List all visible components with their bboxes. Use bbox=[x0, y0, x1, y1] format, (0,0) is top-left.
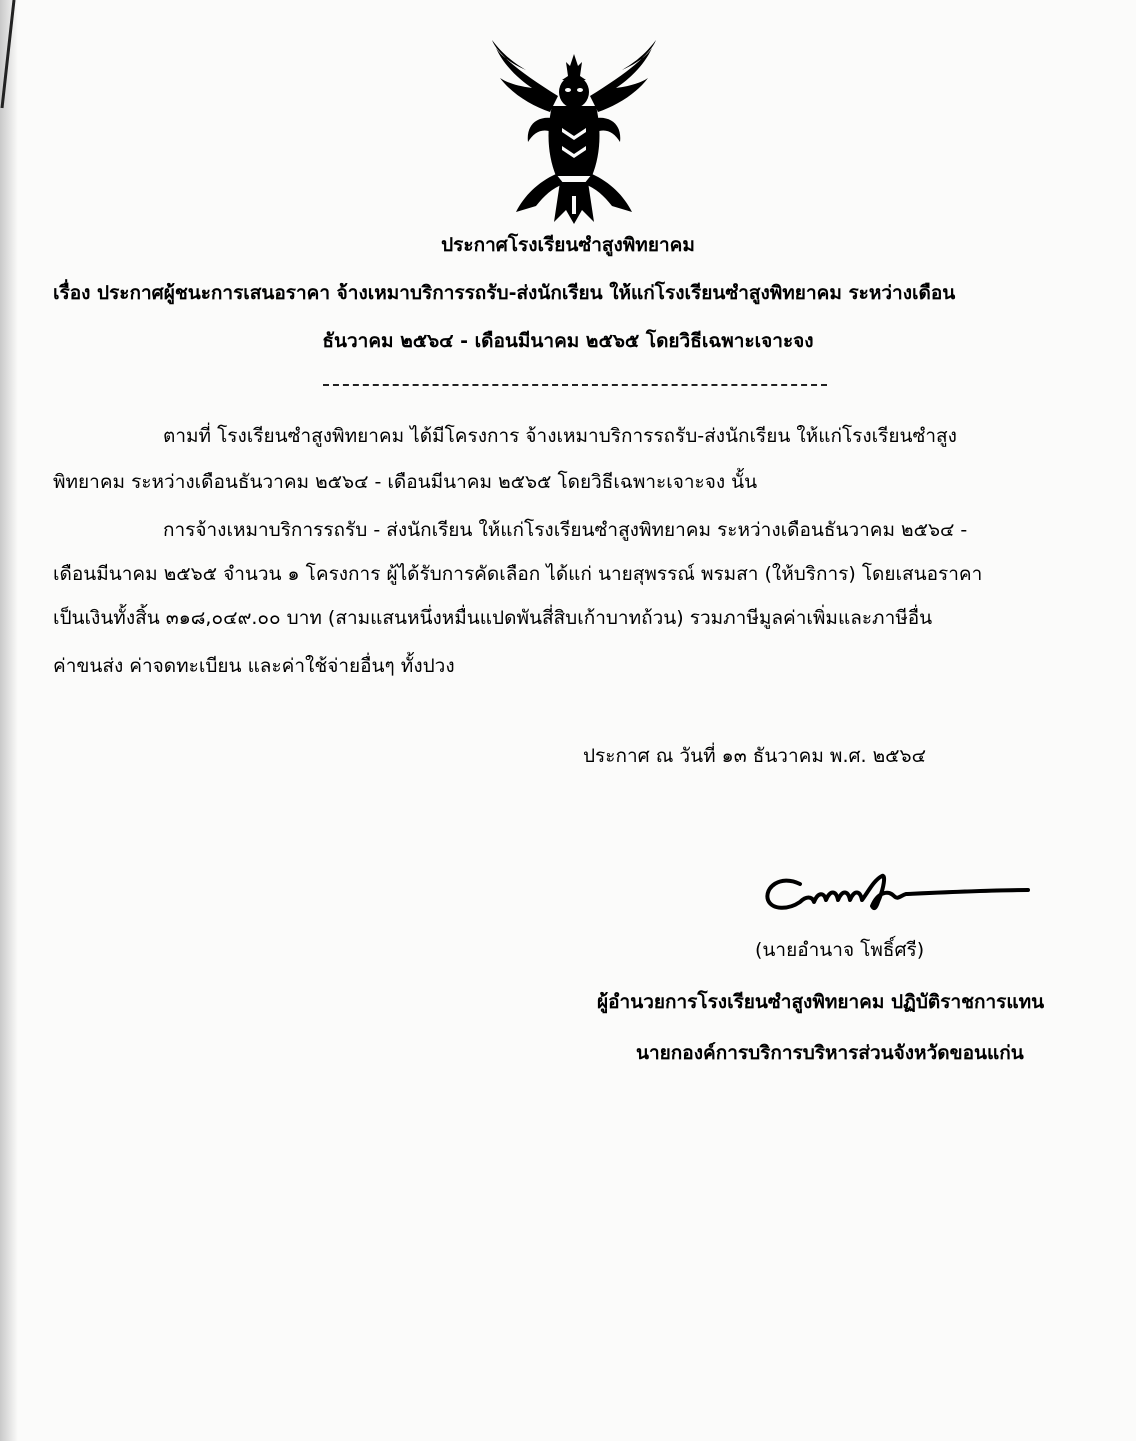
paragraph-2-line-3: เป็นเงินทั้งสิ้น ๓๑๘,๐๔๙.๐๐ บาท (สามแสนหนึ่งหมื่นแปดพันสี่สิบเก้าบาทถ้วน) รวมภาษีมูลค่าเพิ่มและภาษีอื่น bbox=[53, 607, 933, 629]
paragraph-2-line-2: เดือนมีนาคม ๒๕๖๕ จำนวน ๑ โครงการ ผู้ได้รับการคัดเลือก ได้แก่ นายสุพรรณ์ พรมสา (ให้บริการ) โดยเสนอราคา bbox=[53, 563, 983, 585]
signer-name: (นายอำนาจ โพธิ์ศรี) bbox=[755, 939, 925, 961]
announcement-title: ประกาศโรงเรียนซำสูงพิทยาคม bbox=[441, 234, 695, 256]
garuda-emblem-icon bbox=[486, 36, 662, 224]
dashed-divider bbox=[323, 384, 827, 386]
subject-line-1: เรื่อง ประกาศผู้ชนะการเสนอราคา จ้างเหมาบริการรถรับ-ส่งนักเรียน ให้แก่โรงเรียนซำสูงพิทยาคม ระหว่างเดือน bbox=[53, 282, 956, 304]
handwritten-signature-icon bbox=[760, 862, 1034, 922]
paragraph-1-line-2: พิทยาคม ระหว่างเดือนธันวาคม ๒๕๖๔ - เดือนมีนาคม ๒๕๖๕ โดยวิธีเฉพาะเจาะจง นั้น bbox=[53, 471, 758, 493]
signer-position-line-2: นายกองค์การบริการบริหารส่วนจังหวัดขอนแก่น bbox=[636, 1042, 1024, 1064]
signer-position-line-1: ผู้อำนวยการโรงเรียนซำสูงพิทยาคม ปฏิบัติราชการแทน bbox=[597, 991, 1045, 1013]
page-edge-shadow bbox=[0, 0, 18, 1441]
announcement-date: ประกาศ ณ วันที่ ๑๓ ธันวาคม พ.ศ. ๒๕๖๔ bbox=[583, 745, 926, 767]
paragraph-2-line-1: การจ้างเหมาบริการรถรับ - ส่งนักเรียน ให้แก่โรงเรียนซำสูงพิทยาคม ระหว่างเดือนธันวาคม ๒๕๖๔ - bbox=[163, 519, 968, 541]
paragraph-1-line-1: ตามที่ โรงเรียนซำสูงพิทยาคม ได้มีโครงการ จ้างเหมาบริการรถรับ-ส่งนักเรียน ให้แก่โรงเรียนซำสูง bbox=[163, 425, 957, 447]
paper-edge-line bbox=[0, 0, 20, 110]
subject-line-2: ธันวาคม ๒๕๖๔ - เดือนมีนาคม ๒๕๖๕ โดยวิธีเฉพาะเจาะจง bbox=[322, 330, 814, 352]
paragraph-2-line-4: ค่าขนส่ง ค่าจดทะเบียน และค่าใช้จ่ายอื่นๆ ทั้งปวง bbox=[53, 655, 455, 677]
